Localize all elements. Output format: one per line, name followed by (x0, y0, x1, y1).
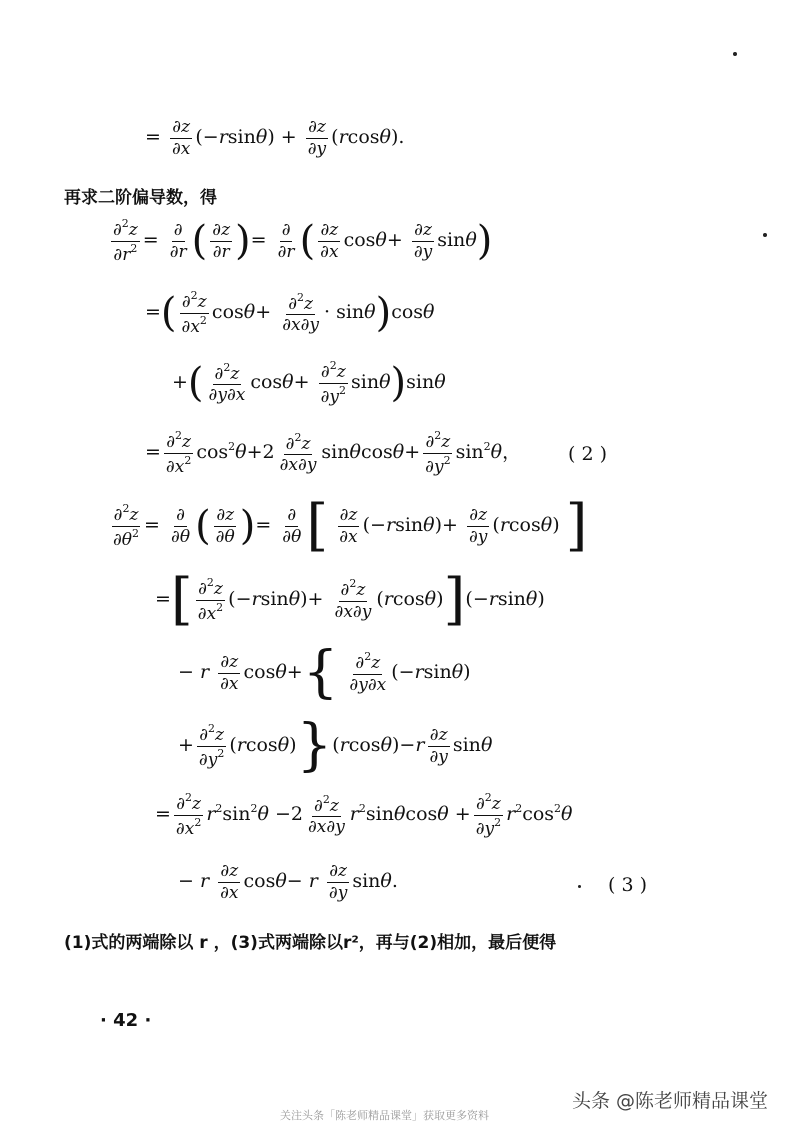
equation-d2z-dr2: $\frac{\partial^2z}{\partial r^2}$ = $\frac{\partial}{\partial r}$ ( $\frac{\partial z}{\partial r}$ )= $\frac{\partial}{\partial r}$ ( $\frac{\partial z}{\partial x}$ cosθ+ $\frac{\partial z}{\partial y}$ sinθ) (113, 217, 493, 265)
equation-line-11: − r $\frac{\partial z}{\partial x}$ cosθ− r $\frac{\partial z}{\partial y}$ sinθ. (178, 861, 398, 903)
equation-line-3: =( $\frac{\partial^2z}{\partial x^2}$ cosθ+ $\frac{\partial^2z}{\partial x\partial y}$ · sinθ)cosθ (145, 289, 435, 337)
equation-line-10: = $\frac{\partial^2z}{\partial x^2}$ $r^2\sin^2\theta -2$ $\frac{\partial^2z}{\partial x\partial y}$ $r^2\sin\theta\cos\theta$ + $\frac{\partial^2z}{\partial y^2}$ $r^2\cos^2\theta$ (155, 791, 573, 839)
text-conclusion: (1)式的两端除以 r ，(3)式两端除以r²，再与(2)相加，最后便得 (64, 933, 557, 953)
equation-line-1: = $\frac{\partial z}{\partial x}$ (−rsinθ) + $\frac{\partial z}{\partial y}$ (rcosθ). (145, 117, 405, 159)
page-number-row: · 42 · (100, 1010, 152, 1031)
text-second-derivative: 再求二阶偏导数，得 (64, 188, 217, 208)
watermark-brand: 头条 @陈老师精品课堂 (572, 1090, 769, 1112)
page-number: 42 (113, 1010, 139, 1031)
equation-line-9: + $\frac{\partial^2z}{\partial y^2}$ (rcosθ)}(rcosθ)−r $\frac{\partial z}{\partial y}$ sinθ (178, 713, 493, 778)
equation-line-8: − r $\frac{\partial z}{\partial x}$ cosθ+{ $\frac{\partial^2z}{\partial y\partial x}$ (−rsinθ) (178, 640, 471, 705)
watermark-footer: 关注头条「陈老师精品课堂」获取更多资料 (280, 1109, 489, 1122)
equation-line-5: = $\frac{\partial^2z}{\partial x^2}$ $\cos^2\theta+2$ $\frac{\partial^2z}{\partial x\partial y}$ sinθcosθ+ $\frac{\partial^2z}{\partial y^2}$ $\sin^2\theta$， (145, 429, 522, 477)
equation-line-7: =[ $\frac{\partial^2z}{\partial x^2}$ (−rsinθ)+ $\frac{\partial^2z}{\partial x\partial y}$ (rcosθ)](−rsinθ) (155, 567, 545, 632)
ink-speck (763, 233, 767, 237)
equation-d2z-dtheta2: $\frac{\partial^2z}{\partial\theta^2}$ = $\frac{\partial}{\partial\theta}$ ( $\frac{\partial z}{\partial\theta}$ )= $\frac{\partial}{\partial\theta}$ [ $\frac{\partial z}{\partial x}$ (−rsinθ)+ $\frac{\partial z}{\partial y}$ (rcosθ) ] (113, 493, 588, 558)
ink-speck (733, 52, 737, 56)
ink-speck (578, 885, 581, 888)
equation-number-2: ( 2 ) (568, 443, 607, 465)
equation-number-3: ( 3 ) (608, 874, 647, 896)
equation-line-4: +( $\frac{\partial^2z}{\partial y\partial x}$ cosθ+ $\frac{\partial^2z}{\partial y^2}$ sinθ)sinθ (172, 359, 446, 407)
